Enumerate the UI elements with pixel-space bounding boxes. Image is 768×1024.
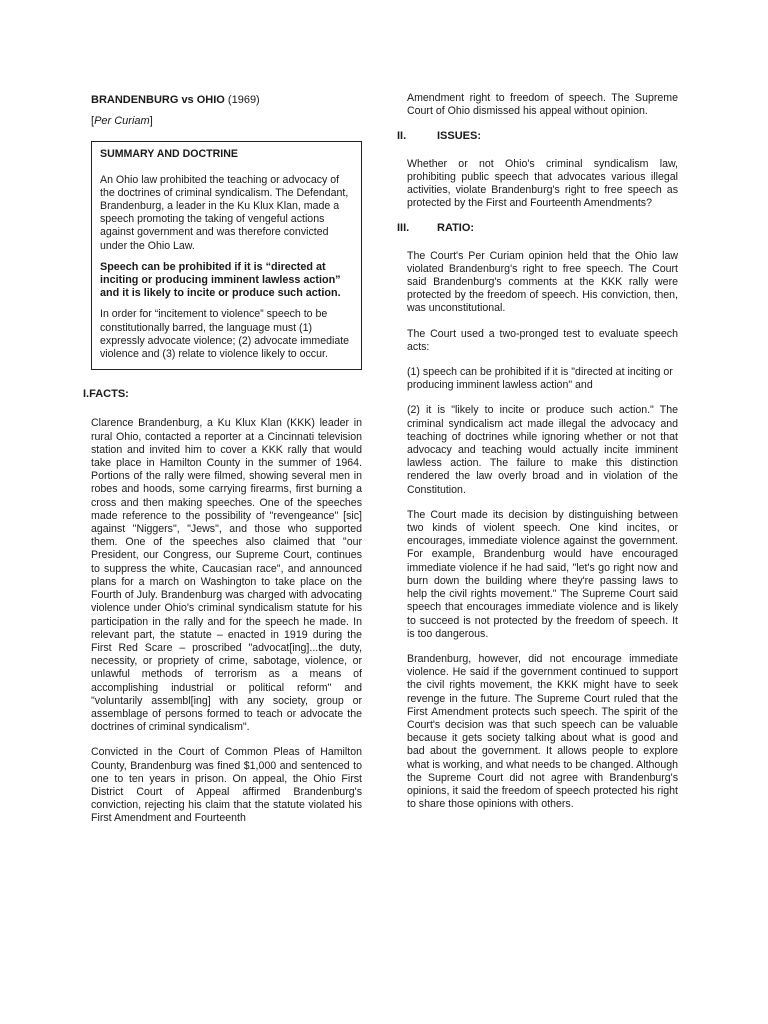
- bracket-open: [: [91, 115, 95, 128]
- per-curiam-note: [91, 115, 362, 128]
- ratio-title: RATIO:: [437, 222, 475, 235]
- summary-paragraph-3: In order for “incitement to violence” speech to be constitutionally barred, the language must (1) expressly advocate violence; (2) advocate immediate violence and (3) relate to violence likely to occur.: [100, 308, 350, 361]
- facts-paragraph-2-continued: Amendment right to freedom of speech. The Supreme Court of Ohio dismissed his appeal without opinion.: [407, 92, 678, 118]
- facts-heading: I.FACTS:: [83, 388, 129, 401]
- summary-box: [91, 141, 362, 370]
- issues-heading: [397, 130, 678, 143]
- issues-title: ISSUES:: [437, 130, 482, 143]
- ratio-paragraph-6: Brandenburg, however, did not encourage immediate violence. He said if the government continued to support the civil rights movement, the KKK might have to seek revenge in the future. The Supreme Court ruled that the First Amendment protects such speech. The spirit of the Court's decision was that such speech can be valuable because it gets society talking about what is good and bad about the government. It allows people to explore what is working, and what needs to be changed. Although the Supreme Court did not agree with Brandenburg's opinions, it said the freedom of speech protected his right to share those opinions with others.: [407, 652, 678, 811]
- bracket-close: ]: [149, 115, 153, 128]
- summary-heading: SUMMARY AND DOCTRINE: [100, 148, 238, 161]
- case-name: BRANDENBURG vs OHIO: [91, 94, 225, 106]
- case-title: [91, 94, 362, 107]
- ratio-number: III.: [397, 222, 410, 235]
- ratio-paragraph-3: (1) speech can be prohibited if it is "directed at inciting or producing imminent lawless action" and: [407, 366, 673, 392]
- ratio-paragraph-4: (2) it is "likely to incite or produce such action." The criminal syndicalism act made illegal the advocacy and teaching of doctrines while ignoring whether or not that advocacy and teaching would actually incite imminent lawless action. The failure to make this distinction rendered the law overly broad and in violation of the Constitution.: [407, 404, 678, 496]
- issues-number: II.: [397, 130, 407, 143]
- case-year: (1969): [227, 94, 260, 106]
- issues-paragraph: Whether or not Ohio's criminal syndicalism law, prohibiting public speech that advocates various illegal activities, violate Brandenburg's right to free speech as protected by the First and Fourteenth Amendments?: [407, 157, 678, 210]
- left-column: [83, 92, 362, 838]
- per-curiam-label: Per Curiam: [94, 115, 150, 128]
- ratio-paragraph-5: The Court made its decision by distinguishing between two kinds of violent speech. One kind incites, or encourages, immediate violence against the government. For example, Brandenburg would have encouraged immediate violence if he had said, "let's go right now and burn down the building where they're passing laws to help the civil rights movement." The Supreme Court said speech that encourages immediate violence and is likely to succeed is not protected by the freedom of speech. It is too dangerous.: [407, 508, 678, 640]
- summary-paragraph-1: An Ohio law prohibited the teaching or advocacy of the doctrines of criminal syndicalism. The Defendant, Brandenburg, a leader in the Ku Klux Klan, made a speech promoting the taking of vengeful actions against government and was therefore convicted under the Ohio Law.: [100, 173, 349, 252]
- right-column: [397, 92, 678, 823]
- summary-doctrine: Speech can be prohibited if it is “directed at inciting or producing imminent lawless action” and it is likely to incite or produce such action.: [100, 260, 341, 300]
- facts-paragraph-1: Clarence Brandenburg, a Ku Klux Klan (KKK) leader in rural Ohio, contacted a reporter at a Cincinnati television station and invited him to cover a KKK rally that would take place in Hamilton County in the summer of 1964. Portions of the rally were filmed, showing several men in robes and hoods, some carrying firearms, first burning a cross and then making speeches. One of the speeches made reference to the possibility of "revengeance" [sic] against "Niggers", "Jews", and those who supported them. One of the speeches also claimed that "our President, our Congress, our Supreme Court, continues to suppress the white, Caucasian race", and announced plans for a march on Washington to take place on the Fourth of July. Brandenburg was charged with advocating violence under Ohio's criminal syndicalism statute for his participation in the rally and for the speech he made. In relevant part, the statute – enacted in 1919 during the First Red Scare – proscribed "advocat[ing]...the duty, necessity, or propriety of crime, sabotage, violence, or unlawful methods of terrorism as a means of accomplishing industrial or political reform" and "voluntarily assembl[ing] with any society, group or assemblage of persons formed to teach or advocate the doctrines of criminal syndicalism".: [91, 417, 362, 734]
- ratio-paragraph-1: The Court's Per Curiam opinion held that the Ohio law violated Brandenburg's right to free speech. The Court said Brandenburg's comments at the KKK rally were protected by the freedom of speech. His conviction, then, was unconstitutional.: [407, 249, 678, 315]
- facts-paragraph-2: Convicted in the Court of Common Pleas of Hamilton County, Brandenburg was fined $1,000 and sentenced to one to ten years in prison. On appeal, the Ohio First District Court of Appeal affirmed Brandenburg's conviction, rejecting his claim that the statute violated his First Amendment and Fourteenth: [91, 746, 362, 825]
- ratio-paragraph-2: The Court used a two-pronged test to evaluate speech acts:: [407, 327, 678, 353]
- ratio-heading: [397, 222, 678, 235]
